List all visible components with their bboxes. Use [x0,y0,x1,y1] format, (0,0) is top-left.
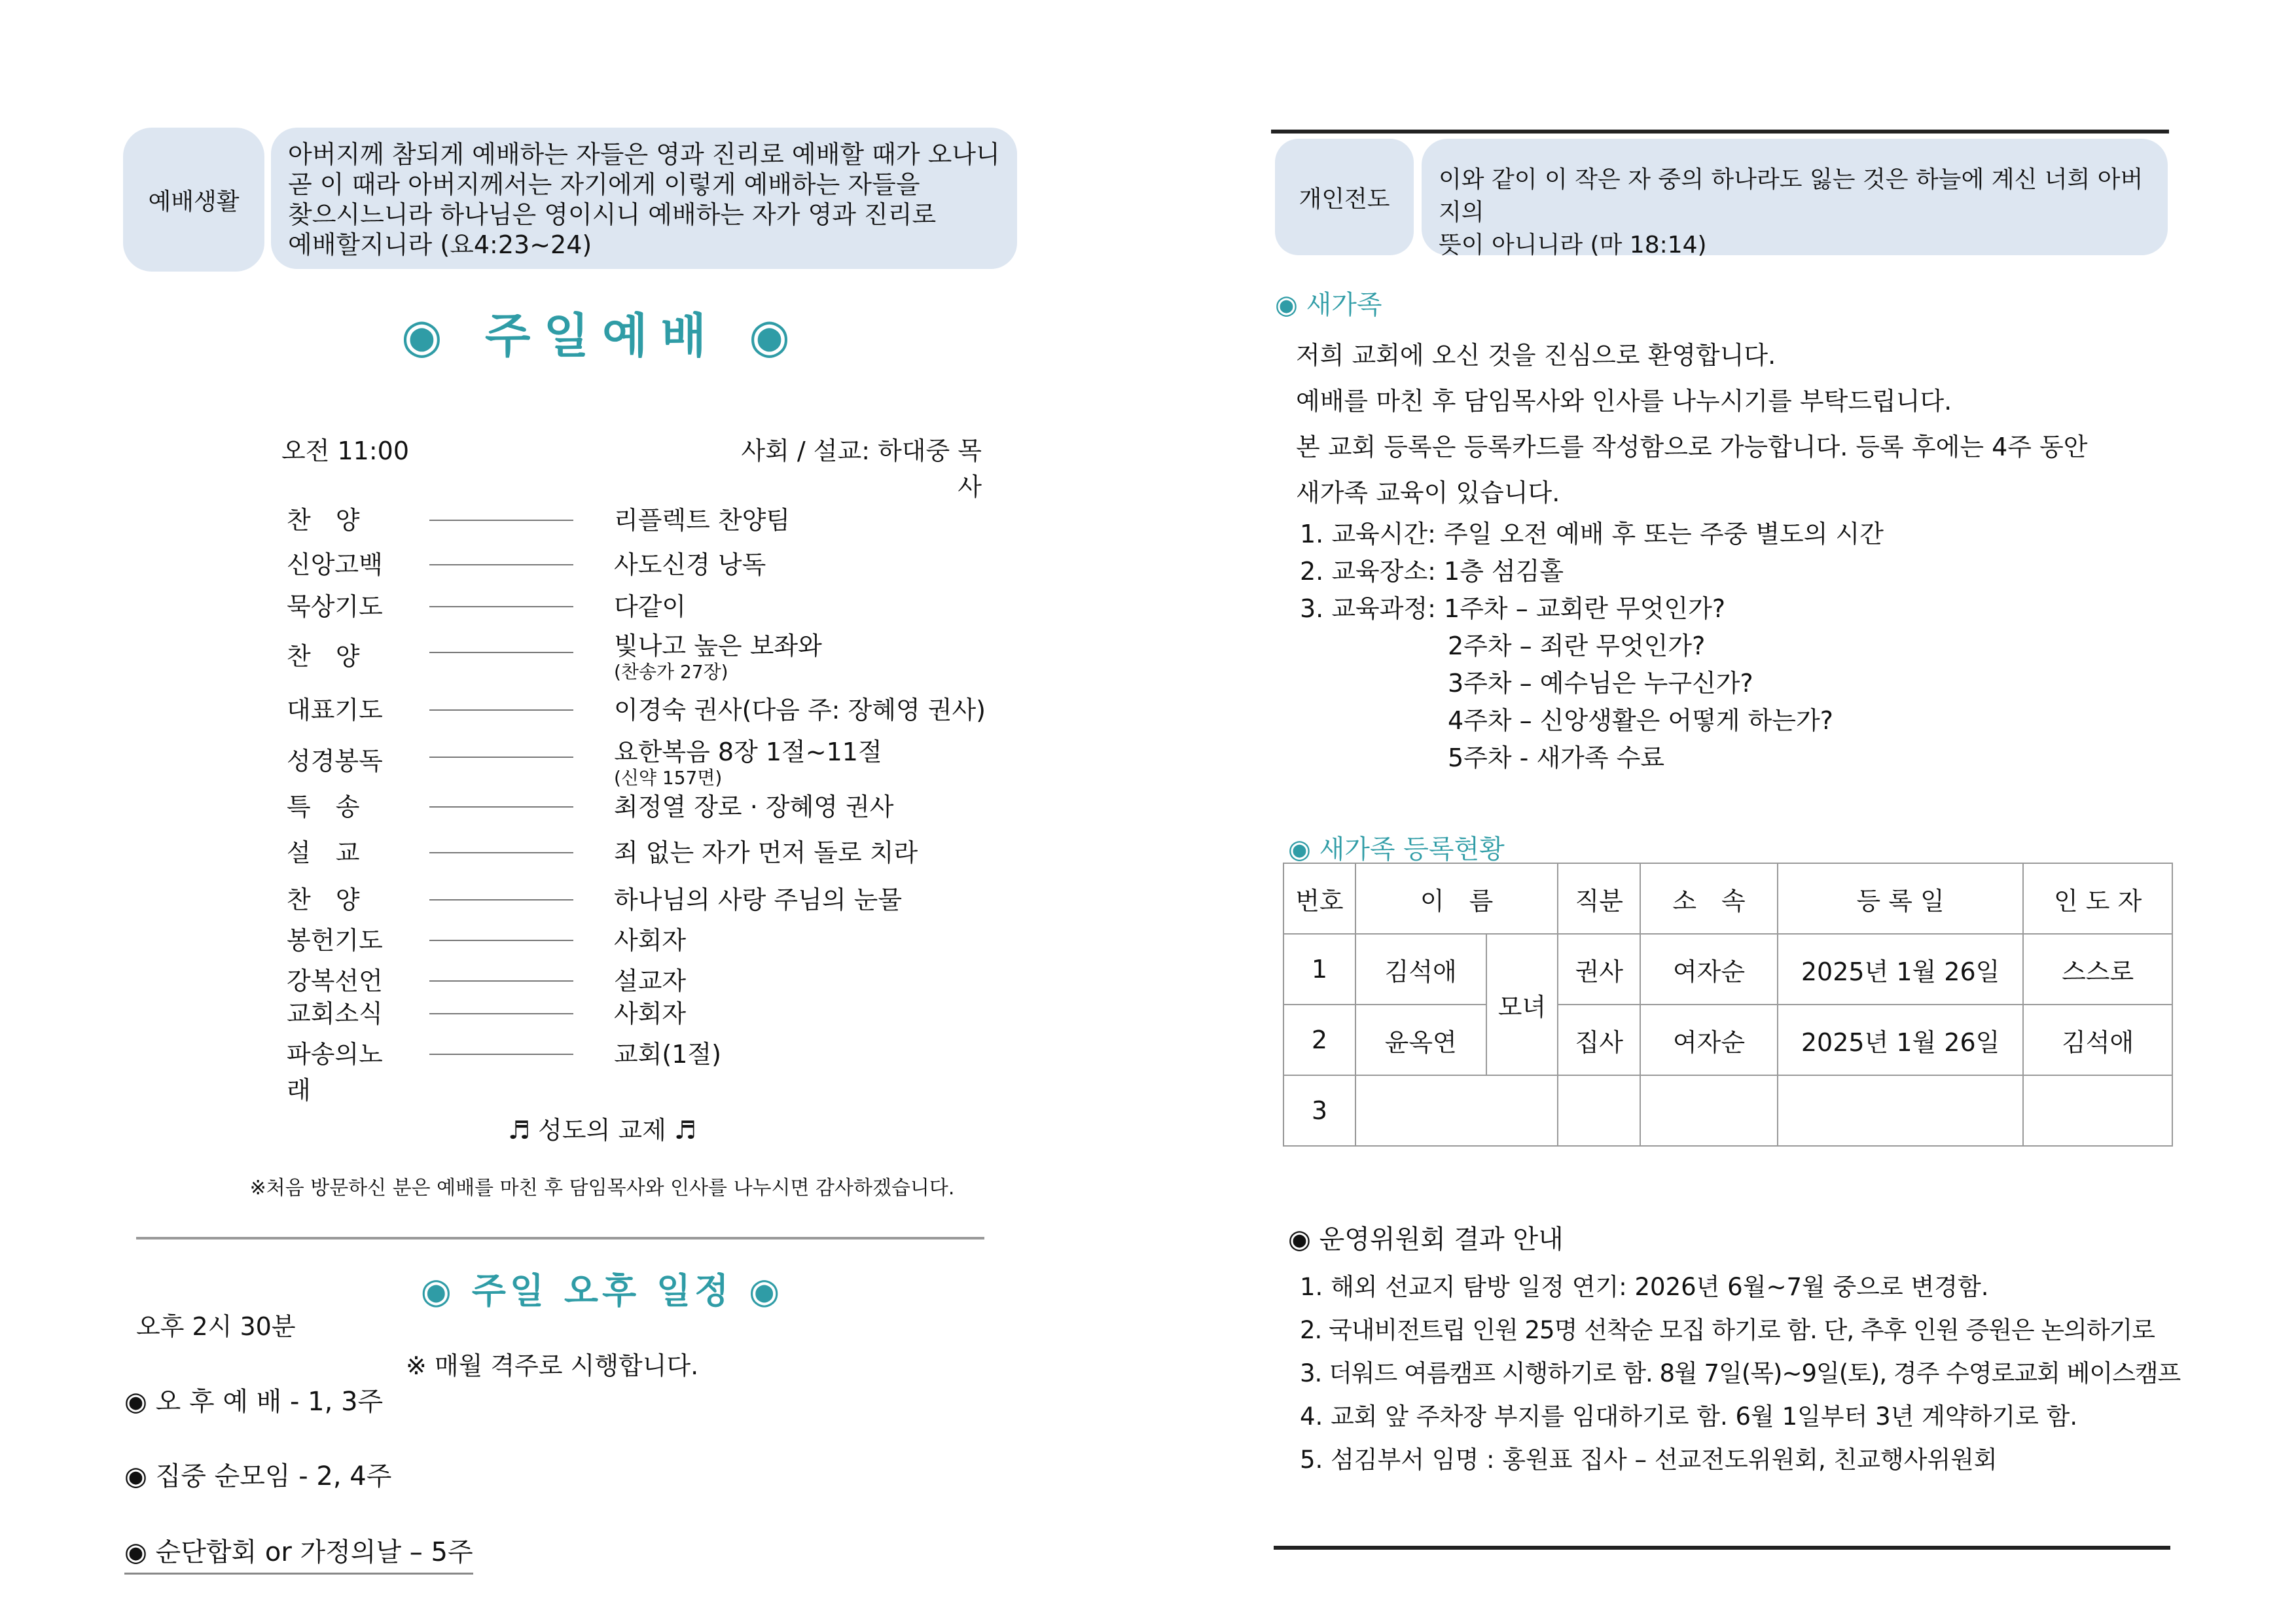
education-course [1448,628,2102,777]
cell-name [1355,1075,1558,1146]
order-dash-line [429,899,573,901]
order-value-sub: (신약 157면) [614,767,723,789]
cell-no: 2 [1283,1005,1355,1075]
order-name: 성경봉독 [287,747,383,776]
order-name: 신앙고백 [287,550,383,579]
afternoon-time: 오후 2시 30분 [136,1312,296,1341]
worship-verse-line: 찾으시느니라 하나님은 영이시니 예배하는 자가 영과 진리로 [288,200,937,229]
committee-item: 2. 국내비전트립 인원 25명 선착순 모집 하기로 함. 단, 추후 인원 증원은 논의하기로 [1300,1316,2155,1344]
new-family-line: 예배를 마친 후 담임목사와 인사를 나누시기를 부탁드립니다. [1296,387,1952,416]
cell-group [1640,1075,1778,1146]
afternoon-note: ※ 매월 격주로 시행합니다. [406,1351,699,1380]
evangelism-verse-line: 뜻이 아니니라 (마 18:14) [1439,232,1707,259]
education-line: 1. 교육시간: 주일 오전 예배 후 또는 주중 별도의 시간 [1300,520,1884,548]
table-header-row [1283,863,2172,934]
order-value: 사회자 [614,926,687,955]
evangelism-tag [1275,139,1414,255]
order-row [287,880,1007,919]
order-row [287,920,1007,959]
order-name: 대표기도 [287,696,383,724]
order-value [614,626,1020,683]
order-dash-line [429,852,573,853]
order-dash-line [429,520,573,521]
course-line: 5주차 - 새가족 수료 [1448,743,1665,772]
committee-item: 3. 더워드 여름캠프 시행하기로 함. 8월 7일(목)~9일(토), 경주 수영로교회 베이스캠프 [1300,1359,2181,1387]
order-value: 이경숙 권사(다음 주: 장혜영 권사) [614,696,986,724]
order-value: 설교자 [614,967,687,995]
cell-group: 여자순 [1640,1005,1778,1075]
order-row [287,500,1007,539]
committee-item: 4. 교회 앞 주차장 부지를 임대하기로 함. 6월 1일부터 3년 계약하기로 함. [1300,1402,2078,1431]
new-family-line: 본 교회 등록은 등록카드를 작성함으로 가능합니다. 등록 후에는 4주 동안 [1296,433,2088,461]
afternoon-item: ◉ 오 후 예 배 - 1, 3주 [124,1387,384,1417]
right-bottom-rule [1274,1546,2170,1550]
order-value-sub: (찬송가 27장) [614,661,728,683]
order-name: 묵상기도 [287,592,383,621]
education-line: 3. 교육과정: 1주차 – 교회란 무엇인가? [1300,594,1726,623]
table-row [1283,1075,2172,1146]
order-value [614,732,1020,789]
header-cell: 소 속 [1640,863,1778,934]
order-name: 특 송 [287,793,360,821]
header-cell: 이 름 [1355,863,1558,934]
committee-results [1300,1266,2181,1482]
order-value: 죄 없는 자가 먼저 돌로 치라 [614,838,918,867]
header-cell: 직분 [1558,863,1640,934]
order-dash-line [429,1054,573,1055]
order-value-main: 빛나고 높은 보좌와 [614,632,822,660]
order-dash-line [429,564,573,565]
order-value: 사회자 [614,999,687,1028]
table-row [1283,1005,2172,1075]
table-row [1283,934,2172,1005]
header-cell: 인 도 자 [2023,863,2172,934]
new-family-intro [1296,332,2160,516]
order-row [287,1034,1007,1105]
cell-guide [2023,1075,2172,1146]
order-row [287,690,1007,729]
cell-guide: 스스로 [2023,934,2172,1005]
cell-name: 윤옥연 [1355,1005,1486,1075]
order-name: 찬 양 [287,506,360,535]
order-name: 강복선언 [287,967,383,995]
order-value: 교회(1절) [614,1040,721,1069]
worship-verse-line: 곧 이 때라 아버지께서는 자기에게 이렇게 예배하는 자들을 [288,170,920,199]
order-value: 사도신경 낭독 [614,550,766,579]
order-name: 찬 양 [287,642,360,671]
order-row [287,832,1007,872]
order-row [287,787,1007,826]
cell-name: 김석애 [1355,934,1486,1005]
education-line: 2. 교육장소: 1층 섬김홀 [1300,557,1564,586]
course-line: 4주차 – 신앙생활은 어떻게 하는가? [1448,706,1833,735]
registration-table [1283,863,2173,1147]
new-family-heading: ◉ 새가족 [1275,290,1382,320]
order-dash-line [429,757,573,758]
order-value: 최정열 장로 · 장혜영 권사 [614,793,894,821]
cell-no: 3 [1283,1075,1355,1146]
order-row [287,732,1007,789]
order-value: 리플렉트 찬양팀 [614,506,791,535]
evangelism-verse-box [1422,139,2168,259]
worship-life-tag-label: 예배생활 [148,188,240,215]
afternoon-item: ◉ 집중 순모임 - 2, 4주 [124,1461,392,1491]
order-value: 하나님의 사랑 주님의 눈물 [614,885,903,914]
order-row [287,626,1007,683]
afternoon-item: ◉ 순단합회 or 가정의날 – 5주 [124,1531,473,1575]
service-officiant: 사회 / 설교: 하대중 목사 [741,437,982,501]
order-dash-line [429,709,573,711]
cell-no: 1 [1283,934,1355,1005]
order-name: 파송의노래 [287,1040,383,1105]
right-top-rule [1271,130,2169,134]
committee-item: 1. 해외 선교지 탐방 일정 연기: 2026년 6월~7월 중으로 변경함. [1300,1273,1989,1301]
order-dash-line [429,1013,573,1014]
cell-title: 권사 [1558,934,1640,1005]
cell-date: 2025년 1월 26일 [1778,1005,2023,1075]
cell-guide: 김석애 [2023,1005,2172,1075]
order-name: 찬 양 [287,885,360,914]
new-family-line: 새가족 교육이 있습니다. [1296,478,1560,507]
worship-verse-line: 예배할지니라 (요4:23~24) [288,230,592,259]
cell-group: 여자순 [1640,934,1778,1005]
worship-verse-line: 아버지께 참되게 예배하는 자들은 영과 진리로 예배할 때가 오나니 [288,140,1000,169]
visitor-note: ※처음 방문하신 분은 예배를 마친 후 담임목사와 인사를 나누시면 감사하겠습니다. [249,1177,955,1200]
left-divider [136,1237,984,1240]
afternoon-title: ◉ 주일 오후 일정 ◉ [420,1270,784,1311]
cell-relation: 모녀 [1486,934,1558,1075]
worship-life-tag [123,128,264,272]
order-dash-line [429,980,573,982]
sunday-worship-title: ◉ 주일예배 ◉ [401,308,803,363]
committee-heading: ◉ 운영위원회 결과 안내 [1288,1224,1564,1255]
order-row [287,993,1007,1033]
order-row [287,544,1007,584]
registration-heading: ◉ 새가족 등록현황 [1288,834,1505,865]
course-line: 2주차 – 죄란 무엇인가? [1448,632,1706,660]
order-dash-line [429,940,573,941]
order-value: 다같이 [614,592,687,621]
header-cell: 등 록 일 [1778,863,2023,934]
service-time: 오전 11:00 [281,437,410,465]
course-line: 3주차 – 예수님은 누구신가? [1448,669,1753,698]
cell-date [1778,1075,2023,1146]
order-dash-line [429,652,573,653]
order-name: 교회소식 [287,999,383,1028]
cell-title: 집사 [1558,1005,1640,1075]
evangelism-verse-line: 이와 같이 이 작은 자 중의 하나라도 잃는 것은 하늘에 계신 너희 아버지의 [1439,166,2144,226]
evangelism-tag-label: 개인전도 [1299,185,1390,213]
order-dash-line [429,806,573,808]
education-info [1300,516,2164,628]
cell-title [1558,1075,1640,1146]
new-family-line: 저희 교회에 오신 것을 진심으로 환영합니다. [1296,341,1776,370]
committee-item: 5. 섬김부서 임명 : 홍원표 집사 – 선교전도위원회, 친교행사위원회 [1300,1446,1998,1474]
order-row [287,586,1007,626]
fellowship-note: ♬ 성도의 교제 ♬ [508,1116,696,1145]
cell-date: 2025년 1월 26일 [1778,934,2023,1005]
worship-verse-box [271,128,1017,269]
order-dash-line [429,606,573,607]
order-name: 봉헌기도 [287,926,383,955]
order-value-main: 요한복음 8장 1절~11절 [614,738,882,766]
header-cell: 번호 [1283,863,1355,934]
order-name: 설 교 [287,838,360,867]
